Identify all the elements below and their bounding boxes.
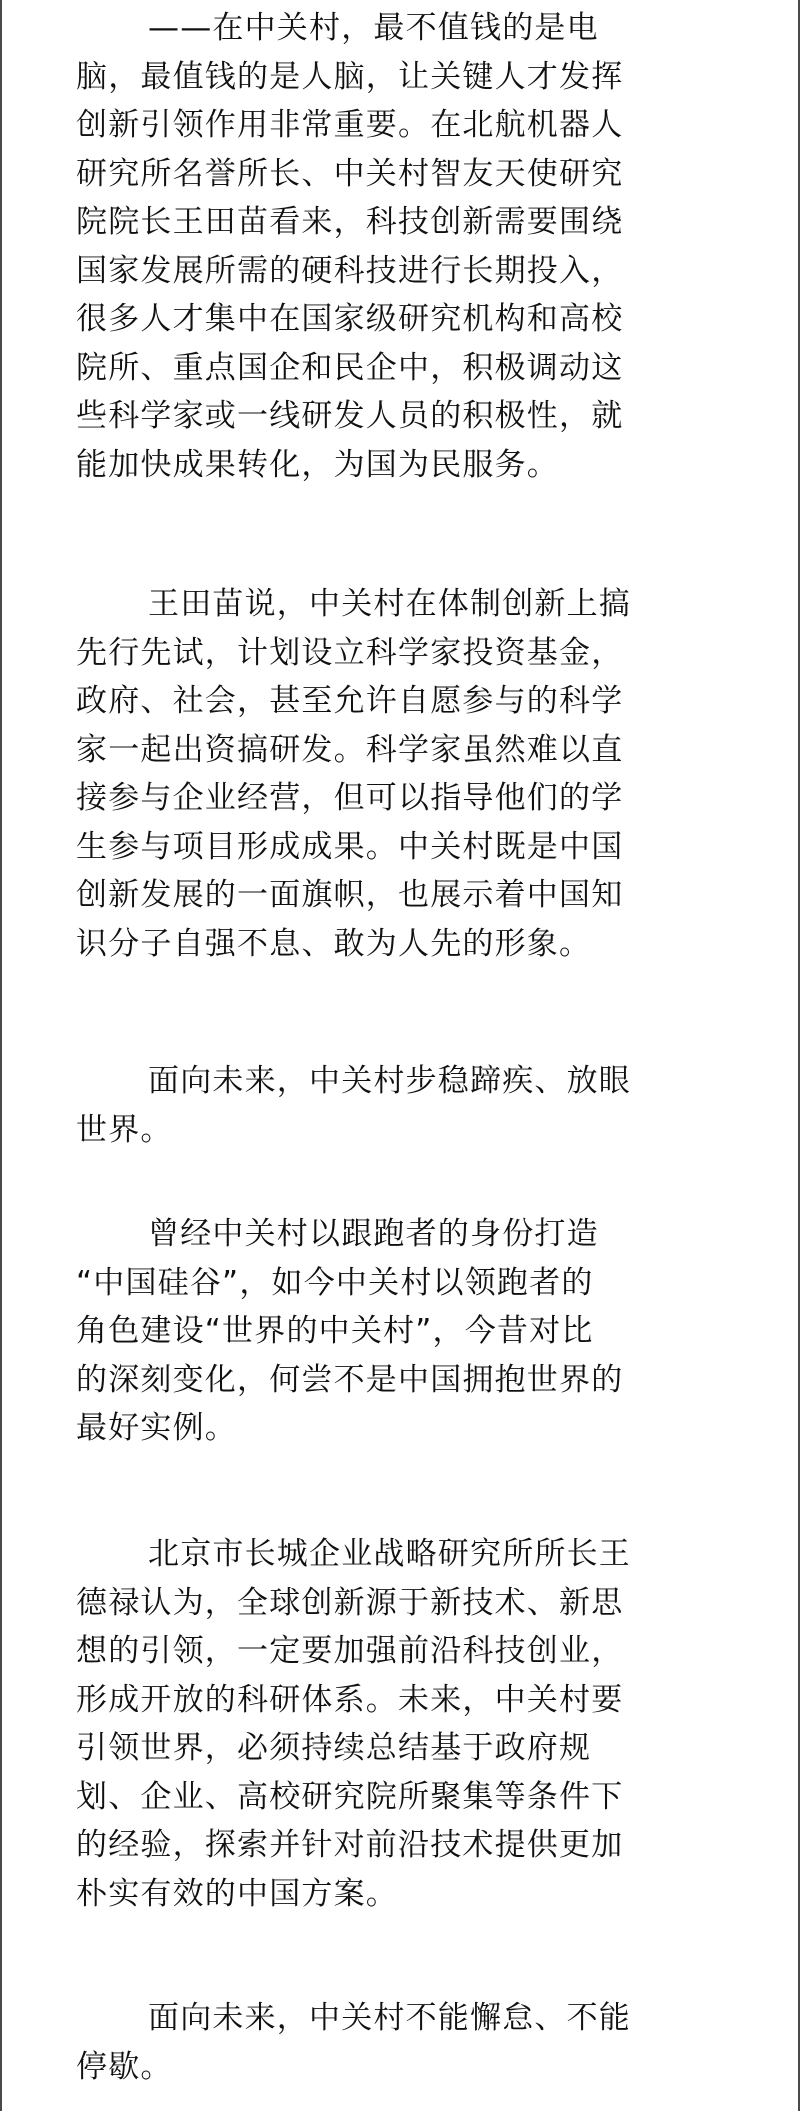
text-line: 面向未来，中关村步稳蹄疾、放眼 [148, 1063, 631, 1099]
text-line: 政府、社会，甚至允许自愿参与的科学 [76, 683, 624, 719]
text-line: 形成开放的科研体系。未来，中关村要 [76, 1681, 624, 1718]
text-line: 德禄认为，全球创新源于新技术、新思 [76, 1584, 624, 1621]
text-line: 研究所名誉所长、中关村智友天使研究 [76, 155, 624, 192]
text-line: 北京市长城企业战略研究所所长王 [148, 1536, 631, 1572]
text-line: 角色建设“世界的中关村”，今昔对比 [76, 1313, 594, 1349]
text-line: 停歇。 [76, 2048, 173, 2085]
text-line: 脑，最值钱的是人脑，让关键人才发挥 [76, 58, 624, 95]
paragraph-6 [76, 1994, 631, 2091]
text-line: ——在中关村，最不值钱的是电 [148, 10, 599, 46]
text-line: 创新引领作用非常重要。在北航机器人 [76, 107, 624, 143]
text-line: 的经验，探索并针对前沿技术提供更加 [76, 1827, 624, 1863]
text-line: 能加快成果转化，为国为民服务。 [76, 446, 559, 483]
paragraph-1 [76, 4, 623, 489]
left-border [0, 0, 2, 2111]
text-line: 引领世界，必须持续总结基于政府规 [76, 1730, 592, 1766]
text-line: 的深刻变化，何尝不是中国拥抱世界的 [76, 1361, 624, 1398]
paragraph-4 [76, 1210, 623, 1453]
text-line: 划、企业、高校研究院所聚集等条件下 [76, 1778, 624, 1815]
text-line: 很多人才集中在国家级研究机构和高校 [76, 301, 624, 337]
text-line: 先行先试，计划设立科学家投资基金， [76, 634, 624, 671]
text-line: 王田苗说，中关村在体制创新上搞 [148, 586, 631, 622]
paragraph-5 [76, 1530, 631, 1918]
text-line: 朴实有效的中国方案。 [76, 1875, 398, 1912]
text-line: 最好实例。 [76, 1410, 237, 1446]
paragraph-3 [76, 1057, 631, 1154]
text-line: 想的引领，一定要加强前沿科技创业， [76, 1633, 624, 1669]
text-line: 识分子自强不息、敢为人先的形象。 [76, 925, 592, 962]
text-line: 家一起出资搞研发。科学家虽然难以直 [76, 731, 624, 768]
text-line: 院所、重点国企和民企中，积极调动这 [76, 349, 624, 386]
text-line: 生参与项目形成成果。中关村既是中国 [76, 828, 624, 865]
text-line: 院院长王田苗看来，科技创新需要围绕 [76, 204, 624, 240]
text-line: 国家发展所需的硬科技进行长期投入， [76, 252, 624, 289]
text-line: “中国硅谷”，如今中关村以领跑者的 [76, 1264, 594, 1301]
text-line: 接参与企业经营，但可以指导他们的学 [76, 780, 624, 816]
text-line: 面向未来，中关村不能懈怠、不能 [148, 2000, 631, 2036]
text-line: 曾经中关村以跟跑者的身份打造 [148, 1216, 599, 1252]
text-line: 创新发展的一面旗帜，也展示着中国知 [76, 877, 624, 913]
text-line: 些科学家或一线研发人员的积极性，就 [76, 398, 624, 434]
paragraph-2 [76, 580, 631, 968]
text-line: 世界。 [76, 1111, 173, 1148]
